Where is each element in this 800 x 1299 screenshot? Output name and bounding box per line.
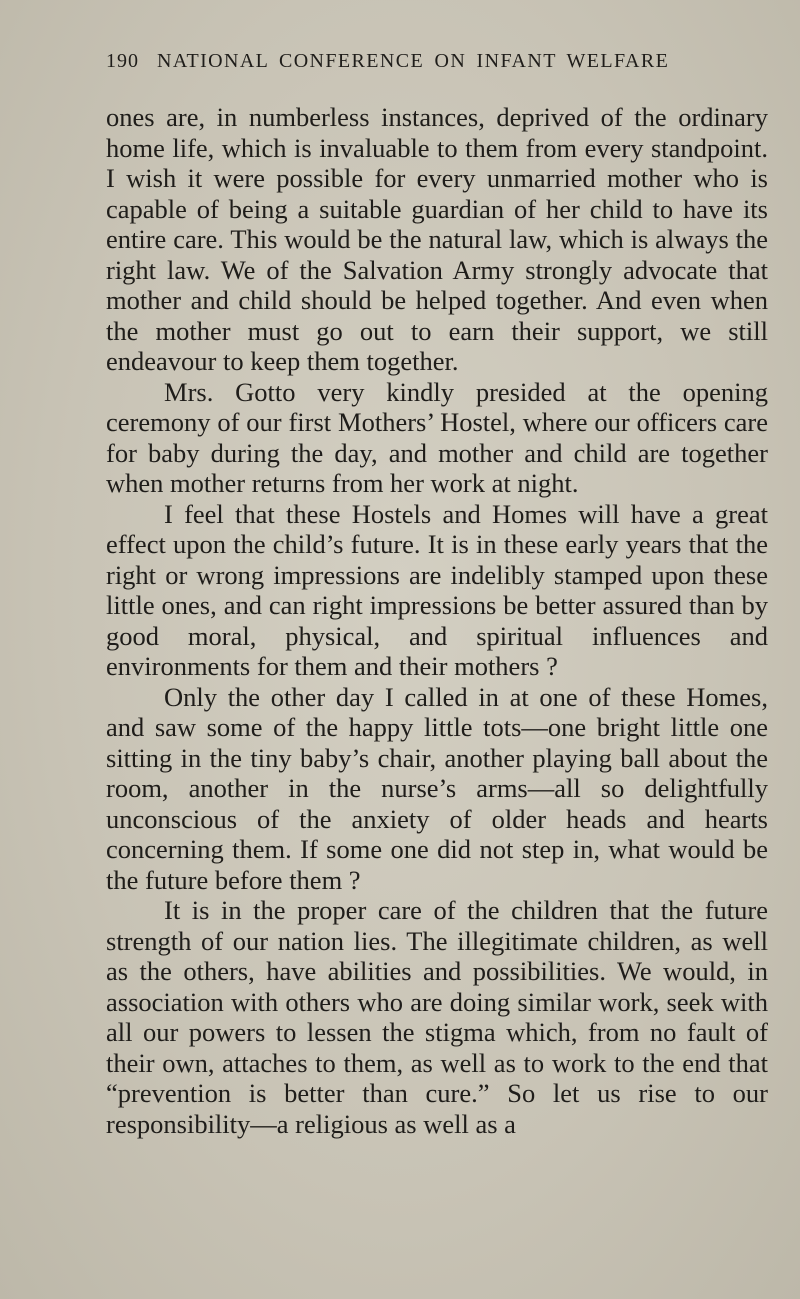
paragraph-4: Only the other day I called in at one of these Homes, and saw some of the happy little tots—one bright little one sitting in the tiny baby’s chair, another playing ball about the room, another in the nurse’s arms—all so delightfully unconscious of the anxiety of older heads and hearts concerning them. If some one did not step in, what would be the future before them ?	[106, 681, 768, 895]
running-header	[106, 50, 776, 73]
paragraph-5: It is in the proper care of the children that the future strength of our nation lies. The illegitimate children, as well as the others, have abilities and possibilities. We would, in association with others who are doing similar work, seek with all our powers to lessen the stigma which, from no fault of their own, attaches to them, as well as to work to the end that “prevention is better than cure.” So let us rise to our responsibility—a religious as well as a	[106, 895, 768, 1139]
running-title: NATIONAL CONFERENCE ON INFANT WELFARE	[157, 50, 670, 72]
page-number: 190	[106, 50, 139, 72]
paragraph-3: I feel that these Hostels and Homes will have a great effect upon the child’s future. It is in these early years that the right or wrong impressions are indelibly stamped upon these little ones, and can right impressions be better assured than by good moral, physical, and spiritual influences and environments for them and their mothers ?	[106, 498, 768, 681]
body-text	[106, 102, 768, 1139]
paragraph-2: Mrs. Gotto very kindly presided at the opening ceremony of our first Mothers’ Hostel, where our officers care for baby during the day, and mother and child are together when mother returns from her work at night.	[106, 376, 768, 498]
paragraph-1: ones are, in numberless instances, deprived of the ordinary home life, which is invaluable to them from every standpoint. I wish it were possible for every unmarried mother who is capable of being a suitable guardian of her child to have its entire care. This would be the natural law, which is always the right law. We of the Salvation Army strongly advocate that mother and child should be helped together. And even when the mother must go out to earn their support, we still endeavour to keep them together.	[106, 102, 768, 376]
